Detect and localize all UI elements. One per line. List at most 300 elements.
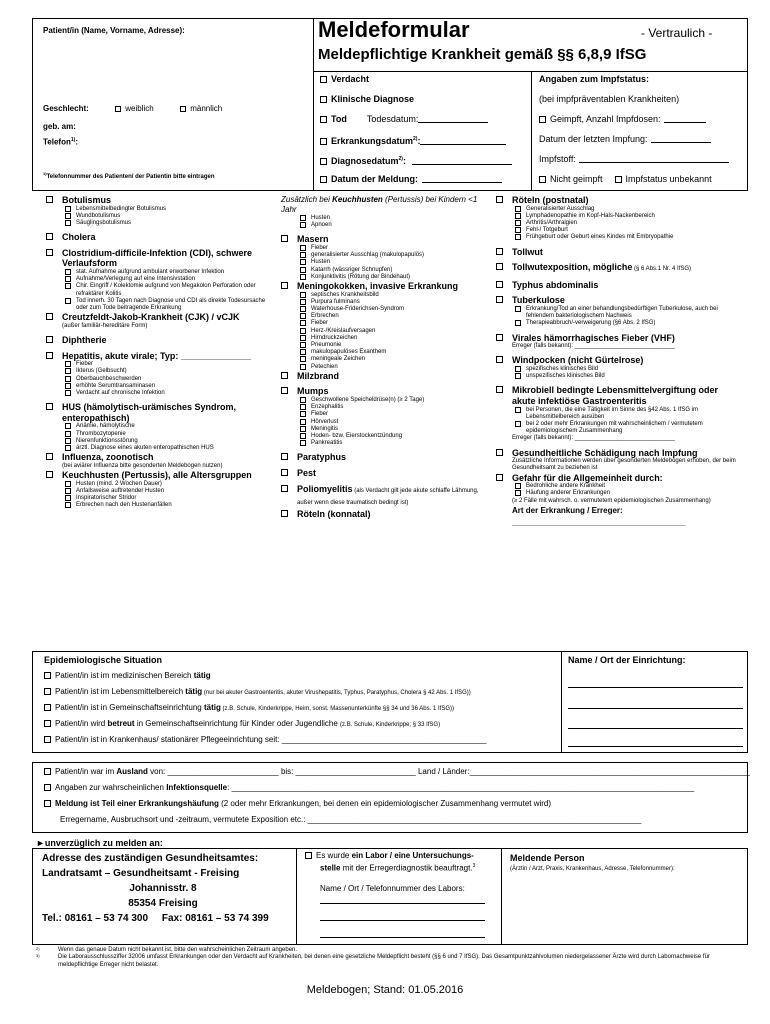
geschlecht-label: Geschlecht: bbox=[43, 104, 89, 113]
symptom-checkbox[interactable] bbox=[65, 376, 71, 382]
disease-column-2 bbox=[281, 195, 491, 519]
infektionsquelle-checkbox[interactable] bbox=[44, 784, 51, 791]
patient-footnote-sup: 1) bbox=[43, 171, 47, 176]
epi-lebensmittel-row bbox=[44, 687, 486, 703]
symptom-checkbox[interactable] bbox=[300, 397, 306, 403]
symptom-item bbox=[46, 206, 276, 213]
disease-label: HUS (hämolytisch-urämisches Syndrom, enteropathisch) bbox=[62, 402, 237, 423]
symptom-label: Waterhouse-Friderichsen-Syndrom bbox=[311, 306, 405, 313]
symptom-checkbox[interactable] bbox=[515, 407, 521, 413]
symptom-label: spezifisches klinisches Bild bbox=[526, 365, 599, 372]
labor-line-2[interactable] bbox=[320, 920, 485, 921]
disease-clostridium-difficile-infektion- bbox=[46, 248, 276, 269]
disease-checkbox[interactable] bbox=[46, 233, 53, 240]
symptom-checkbox[interactable] bbox=[300, 364, 306, 370]
tod-label: Tod bbox=[331, 114, 347, 124]
footnote-2-text: Wenn das genaue Datum nicht bekannt ist, bitte den wahrscheinlichen Zeitraum angeben. bbox=[58, 947, 298, 953]
status-list bbox=[320, 74, 512, 194]
tod-checkbox[interactable] bbox=[320, 116, 327, 123]
symptom-item bbox=[46, 383, 276, 390]
symptom-checkbox[interactable] bbox=[65, 423, 71, 429]
symptom-label: Pankreatitis bbox=[311, 440, 343, 447]
epi-gemeinschaft-text: Patient/in ist in Gemeinschaftseinrichtung bbox=[55, 703, 204, 712]
symptom-checkbox[interactable] bbox=[300, 222, 306, 228]
symptom-checkbox[interactable] bbox=[515, 206, 521, 212]
symptom-label: Häufung anderer Erkrankungen bbox=[526, 490, 611, 497]
symptom-checkbox[interactable] bbox=[65, 283, 71, 289]
epi-title: Epidemiologische Situation bbox=[44, 655, 163, 665]
epi-betreut-note: (z.B. Schule, Kinderkrippe; § 33 IfSG) bbox=[340, 722, 441, 728]
disease-label: Masern bbox=[297, 234, 329, 245]
symptom-checkbox[interactable] bbox=[515, 373, 521, 379]
symptom-label: Fieber bbox=[311, 411, 329, 418]
address-line3: 85354 Freising bbox=[128, 898, 198, 909]
symptom-checkbox[interactable] bbox=[515, 366, 521, 372]
symptom-item bbox=[281, 426, 491, 433]
nicht-geimpft-checkbox[interactable] bbox=[539, 176, 546, 183]
symptom-item bbox=[281, 433, 491, 440]
erregername-text: Erregername, Ausbruchsort und -zeitraum, vermutete Exposition etc.: ___________________________________________________________________________ bbox=[60, 815, 642, 824]
ausland-text: Patient/in war im bbox=[55, 767, 117, 776]
epi-medizin-row bbox=[44, 671, 486, 687]
symptom-item bbox=[46, 502, 276, 509]
symptom-checkbox[interactable] bbox=[300, 245, 306, 251]
symptom-checkbox[interactable] bbox=[65, 445, 71, 451]
disease-column-1 bbox=[46, 195, 276, 509]
symptom-checkbox[interactable] bbox=[300, 292, 306, 298]
epi-medizin-checkbox[interactable] bbox=[44, 672, 51, 679]
tod-row bbox=[320, 114, 512, 134]
symptom-checkbox[interactable] bbox=[65, 220, 71, 226]
symptom-item bbox=[281, 419, 491, 426]
impfdosen-field[interactable] bbox=[664, 122, 706, 123]
symptom-label: Inspiratorischer Stridor bbox=[76, 495, 137, 501]
infektionsquelle-rest: : ________________________________________________________________________________________________________ bbox=[227, 783, 695, 792]
epi-betreut-row bbox=[44, 719, 486, 735]
symptom-label: Husten bbox=[311, 215, 331, 221]
symptom-checkbox[interactable] bbox=[300, 440, 306, 446]
symptom-item bbox=[496, 220, 744, 227]
epi-gemeinschaft-checkbox[interactable] bbox=[44, 704, 51, 711]
symptom-label: generalisierter Ausschlag (makulopapulös) bbox=[311, 252, 425, 259]
verdacht-row bbox=[320, 74, 512, 94]
patient-label: Patient/in (Name, Vorname, Adresse): bbox=[43, 26, 185, 35]
todesdatum-field[interactable] bbox=[418, 122, 488, 123]
disease-checkbox[interactable] bbox=[281, 510, 288, 517]
symptom-checkbox[interactable] bbox=[300, 313, 306, 319]
disease-röteln-postnatal bbox=[496, 195, 744, 206]
impf-section bbox=[539, 74, 729, 194]
symptom-checkbox[interactable] bbox=[300, 306, 306, 312]
symptom-label: Chir. Eingriff / Kolektomie aufgrund von Megakolon Perforation oder refraktärer Kolitis bbox=[76, 283, 256, 297]
symptom-checkbox[interactable] bbox=[65, 298, 71, 304]
symptom-checkbox[interactable] bbox=[300, 349, 306, 355]
erkrankungsdatum-checkbox[interactable] bbox=[320, 138, 327, 145]
geschlecht-row bbox=[43, 104, 222, 114]
disease-note: Erreger (falls bekannt): ______________________________ bbox=[512, 435, 675, 442]
symptom-checkbox[interactable] bbox=[515, 490, 521, 496]
footnote-3-num: 3) bbox=[36, 953, 40, 959]
epi-divider bbox=[561, 651, 562, 753]
epi-rows bbox=[44, 671, 486, 751]
symptom-item bbox=[281, 245, 491, 252]
symptom-item bbox=[46, 213, 276, 220]
disease-checkbox[interactable] bbox=[281, 235, 288, 242]
symptom-checkbox[interactable] bbox=[300, 215, 306, 221]
disease-column-3 bbox=[496, 195, 744, 529]
labor-checkbox[interactable] bbox=[305, 852, 312, 859]
haeufung-rest: (2 oder mehr Erkrankungen, bei denen ein epidemiologischer Zusammenhang vermutet wird) bbox=[218, 799, 552, 808]
symptom-checkbox[interactable] bbox=[65, 276, 71, 282]
disease-checkbox[interactable] bbox=[281, 387, 288, 394]
symptom-item bbox=[281, 267, 491, 274]
disease-tollwut bbox=[496, 247, 744, 258]
symptom-checkbox[interactable] bbox=[65, 213, 71, 219]
symptom-item bbox=[281, 299, 491, 306]
disease-checkbox[interactable] bbox=[496, 263, 503, 270]
symptom-checkbox[interactable] bbox=[65, 495, 71, 501]
symptom-label: Säuglingsbotulismus bbox=[76, 220, 132, 226]
symptom-item bbox=[496, 483, 744, 490]
einrichtung-line-4[interactable] bbox=[568, 746, 743, 747]
meldung-checkbox[interactable] bbox=[320, 176, 327, 183]
disease-checkbox[interactable] bbox=[46, 453, 53, 460]
disease-note: (als Verdacht gilt jede akute schlaffe Lähmung, außer wenn diese traumatisch bedingt ist) bbox=[297, 487, 479, 507]
telefon-sup: 1) bbox=[70, 137, 76, 143]
disease-röteln-konnatal bbox=[281, 509, 491, 520]
symptom-item bbox=[46, 298, 276, 312]
symptom-item bbox=[281, 274, 491, 281]
labor-text1: Es wurde bbox=[316, 851, 352, 860]
infektionsquelle-bold: Infektionsquelle bbox=[166, 783, 228, 792]
infektionsquelle-text: Angaben zur wahrscheinlichen bbox=[55, 783, 167, 792]
diagnosedatum-checkbox[interactable] bbox=[320, 158, 327, 165]
symptom-checkbox[interactable] bbox=[300, 267, 306, 273]
meldung-field[interactable] bbox=[422, 182, 502, 183]
disease-note: (≥ 2 Fälle mit wahrsch. o. vermutetem epidemiologischen Zusammenhang) bbox=[512, 497, 711, 504]
melder-subtitle: (Ärztin / Arzt, Praxis, Krankenhaus, Adresse, Telefonnummer): bbox=[510, 866, 675, 872]
symptom-checkbox[interactable] bbox=[65, 269, 71, 275]
symptom-label: Anämie, hämolytische bbox=[76, 423, 135, 430]
ausland-checkbox[interactable] bbox=[44, 768, 51, 775]
symptom-checkbox[interactable] bbox=[65, 438, 71, 444]
disease-checkbox[interactable] bbox=[496, 196, 503, 203]
symptom-label: ärztl. Diagnose eines akuten enteropathischen HUS bbox=[76, 445, 214, 451]
symptom-checkbox[interactable] bbox=[65, 488, 71, 494]
symptom-checkbox[interactable] bbox=[300, 411, 306, 417]
symptom-label: stat. Aufnahme aufgrund ambulant erworbener Infektion bbox=[76, 268, 225, 275]
symptom-label: Aufnahme/Verlegung auf eine Intensivstation bbox=[76, 276, 196, 283]
disease-checkbox[interactable] bbox=[281, 469, 288, 476]
symptom-checkbox[interactable] bbox=[515, 320, 521, 326]
symptom-checkbox[interactable] bbox=[515, 213, 521, 219]
todesdatum-label: Todesdatum: bbox=[366, 114, 419, 124]
symptom-checkbox[interactable] bbox=[65, 431, 71, 437]
infektionsquelle-row bbox=[44, 783, 750, 799]
disease-cholera bbox=[46, 232, 276, 243]
disease-checkbox[interactable] bbox=[496, 356, 503, 363]
disease-note: (außer familiär-hereditäre Form) bbox=[62, 322, 148, 329]
labor-bold2: stelle bbox=[320, 863, 341, 873]
verdacht-label: Verdacht bbox=[331, 74, 370, 84]
disease-label: Poliomyelitis bbox=[297, 483, 353, 494]
klinisch-checkbox[interactable] bbox=[320, 96, 327, 103]
disease-checkbox[interactable] bbox=[46, 196, 53, 203]
symptom-checkbox[interactable] bbox=[65, 481, 71, 487]
symptom-checkbox[interactable] bbox=[300, 356, 306, 362]
symptom-checkbox[interactable] bbox=[515, 421, 521, 427]
erkrankungsdatum-field[interactable] bbox=[420, 144, 506, 145]
symptom-label: Verdacht auf chronische Infektion bbox=[76, 390, 165, 396]
geimpft-label: Geimpft, Anzahl Impfdosen: bbox=[550, 114, 661, 124]
haeufung-checkbox[interactable] bbox=[44, 800, 51, 807]
meldung-label: Datum der Meldung: bbox=[331, 174, 418, 184]
telefon-label: Telefon bbox=[43, 137, 71, 147]
disease-checkbox[interactable] bbox=[281, 453, 288, 460]
footnote-2-num: 2) bbox=[36, 946, 40, 951]
symptom-checkbox[interactable] bbox=[300, 274, 306, 280]
symptom-item bbox=[281, 411, 491, 418]
impfstatus-unbekannt-checkbox[interactable] bbox=[615, 176, 622, 183]
labor-line-1[interactable] bbox=[320, 903, 485, 904]
epi-krankenhaus-checkbox[interactable] bbox=[44, 736, 51, 743]
intro-bold: Keuchhusten bbox=[332, 195, 383, 204]
impfstoff-row bbox=[539, 154, 729, 174]
impfdatum-field[interactable] bbox=[651, 142, 711, 143]
symptom-checkbox[interactable] bbox=[300, 320, 306, 326]
disease-checkbox[interactable] bbox=[496, 449, 503, 456]
status-impf-divider bbox=[531, 71, 532, 191]
disease-label: Paratyphus bbox=[297, 452, 347, 463]
symptom-label: Oberbauchbeschwerden bbox=[76, 375, 142, 382]
symptom-label: Arthritis/Arthralgien bbox=[526, 220, 578, 226]
epi-betreut-checkbox[interactable] bbox=[44, 720, 51, 727]
disease-checkbox[interactable] bbox=[46, 336, 53, 343]
disease-checkbox[interactable] bbox=[46, 249, 53, 256]
melder-title: Meldende Person bbox=[510, 853, 585, 863]
symptom-checkbox[interactable] bbox=[300, 342, 306, 348]
symptom-item bbox=[281, 349, 491, 356]
symptom-item bbox=[496, 206, 744, 213]
symptom-label: Katarrh (wässriger Schnupfen) bbox=[311, 266, 393, 273]
disease-label: Meningokokken, invasive Erkrankung bbox=[297, 281, 459, 292]
symptom-checkbox[interactable] bbox=[515, 306, 521, 312]
symptom-label: Hirndruckzeichen bbox=[311, 334, 358, 341]
symptom-item bbox=[46, 445, 276, 452]
symptom-checkbox[interactable] bbox=[300, 419, 306, 425]
disease-checkbox[interactable] bbox=[496, 386, 503, 393]
symptom-item bbox=[281, 215, 491, 222]
address-line1: Landratsamt – Gesundheitsamt - Freising bbox=[42, 868, 240, 879]
impf-title: Angaben zum Impfstatus: bbox=[539, 74, 650, 84]
symptom-label: Hoden- bzw. Eierstockentzündung bbox=[311, 433, 403, 440]
disease-label: Creutzfeldt-Jakob-Krankheit (CJK) / vCJK bbox=[62, 312, 240, 323]
disease-keuchhusten-pertussis-alle-alter bbox=[46, 470, 276, 481]
send-divider-2 bbox=[501, 848, 502, 945]
footnote-3-text: Die Laborausschlussziffer 32006 umfasst Erkrankungen oder den Verdacht auf Krankheiten, bei denen eine gesetzliche Meldepflicht besteht (§§ 6 und 7 IfSG). Das Gesamtpunktzahlvolumen niedergelassener Ärzte wird durch Labornachweise für meldepflichtige Erreger nicht belastet. bbox=[58, 954, 710, 968]
disease-typhus-abdominalis bbox=[496, 280, 744, 291]
disease-checkbox[interactable] bbox=[496, 296, 503, 303]
patient-footnote-text: Telefonnummer des Patienten/ der Patientin bitte eintragen bbox=[46, 174, 215, 180]
meldung-row bbox=[320, 174, 512, 194]
maennlich-label: männlich bbox=[190, 104, 223, 113]
symptom-checkbox[interactable] bbox=[515, 227, 521, 233]
symptom-checkbox[interactable] bbox=[300, 299, 306, 305]
send-divider-1 bbox=[296, 848, 297, 945]
symptom-checkbox[interactable] bbox=[65, 361, 71, 367]
keuchhusten-intro bbox=[281, 195, 491, 215]
disease-label: Windpocken (nicht Gürtelrose) bbox=[512, 355, 644, 366]
symptom-item bbox=[281, 335, 491, 342]
symptom-label: Therapieabbruch/-verweigerung (§6 Abs. 2 IfSG) bbox=[526, 320, 656, 327]
symptom-checkbox[interactable] bbox=[300, 404, 306, 410]
symptom-label: Bedrohliche andere Krankheit bbox=[526, 483, 606, 490]
symptom-checkbox[interactable] bbox=[300, 259, 306, 265]
symptom-label: Tod innerh. 30 Tagen nach Diagnose und CDI als direkte Todesursache oder zum Tode beitragende Erkrankung bbox=[76, 297, 266, 311]
weiblich-checkbox[interactable] bbox=[115, 106, 121, 112]
disease-checkbox[interactable] bbox=[496, 474, 503, 481]
haeufung-row bbox=[44, 799, 750, 815]
disease-checkbox[interactable] bbox=[46, 352, 53, 359]
disease-milzbrand bbox=[281, 371, 491, 382]
symptom-checkbox[interactable] bbox=[300, 335, 306, 341]
disease-virales-hämorrhagisches-fieber-v bbox=[496, 333, 744, 344]
symptom-checkbox[interactable] bbox=[300, 433, 306, 439]
symptom-checkbox[interactable] bbox=[300, 328, 306, 334]
symptom-label: septisches Krankheitsbild bbox=[311, 291, 379, 298]
symptom-label: makulopapulöses Exanthem bbox=[311, 349, 387, 356]
symptom-label: Husten bbox=[311, 259, 331, 266]
labor-sup: 3 bbox=[472, 863, 476, 869]
epi-krankenhaus-row bbox=[44, 735, 486, 751]
symptom-label: Frühgeburt oder Geburt eines Kindes mit Embryopathie bbox=[526, 234, 674, 241]
art-der-erkrankung: Art der Erkrankung / Erreger: bbox=[512, 505, 623, 515]
symptom-label: Apnoen bbox=[311, 222, 332, 229]
disease-masern bbox=[281, 234, 491, 245]
symptom-checkbox[interactable] bbox=[65, 383, 71, 389]
disease-checkbox[interactable] bbox=[281, 282, 288, 289]
symptom-label: erhöhte Serumtransaminasen bbox=[76, 382, 156, 389]
geimpft-checkbox[interactable] bbox=[539, 116, 546, 123]
disease-label: Virales hämorrhagisches Fieber (VHF) bbox=[512, 332, 675, 343]
confidential-label: - Vertraulich - bbox=[641, 26, 713, 40]
erregername-row bbox=[44, 815, 750, 831]
disease-checkbox[interactable] bbox=[496, 248, 503, 255]
disease-label: Mumps bbox=[297, 386, 329, 397]
symptom-checkbox[interactable] bbox=[300, 426, 306, 432]
telefon-suffix: : bbox=[75, 137, 78, 147]
intro-text: Zusätzlich bei bbox=[281, 195, 333, 204]
disease-mumps bbox=[281, 386, 491, 397]
symptom-checkbox[interactable] bbox=[515, 220, 521, 226]
disease-influenza-zoonotisch bbox=[46, 452, 276, 463]
symptom-item bbox=[46, 481, 276, 488]
symptom-label: unspezifisches klinisches Bild bbox=[526, 373, 605, 380]
symptom-label: Erbrechen bbox=[311, 313, 339, 320]
disease-label: Gesundheitliche Schädigung nach Impfung bbox=[512, 447, 698, 458]
disease-tollwutexposition-mögliche bbox=[496, 262, 744, 275]
symptom-label: Meningitis bbox=[311, 425, 339, 432]
disease-label: Tuberkulose bbox=[512, 295, 565, 306]
disease-label: Diphtherie bbox=[62, 335, 107, 345]
impfstoff-field[interactable] bbox=[579, 162, 729, 163]
epi-betreut-text: Patient/in wird bbox=[55, 719, 108, 728]
send-title: ►unverzüglich zu melden an: bbox=[36, 838, 163, 848]
symptom-item bbox=[46, 488, 276, 495]
nicht-geimpft-label: Nicht geimpft bbox=[550, 174, 603, 184]
symptom-label: Fieber bbox=[76, 361, 94, 368]
disease-tuberkulose bbox=[496, 295, 744, 306]
symptom-checkbox[interactable] bbox=[300, 252, 306, 258]
address-line4: Tel.: 08161 – 53 74 300 Fax: 08161 – 53 74 399 bbox=[42, 913, 269, 924]
disease-windpocken-nicht-gürtelrose bbox=[496, 355, 744, 366]
symptom-item bbox=[46, 220, 276, 227]
symptom-label: Pneumonie bbox=[311, 342, 342, 349]
symptom-item bbox=[281, 328, 491, 335]
disease-label: Milzbrand bbox=[297, 370, 339, 381]
symptom-label: Generalisierter Ausschlag bbox=[526, 205, 595, 212]
disease-checkbox[interactable] bbox=[496, 334, 503, 341]
disease-note: (bei aviärer Influenza bitte gesonderten Meldebogen nutzen) bbox=[62, 462, 223, 469]
maennlich-checkbox[interactable] bbox=[180, 106, 186, 112]
disease-checkbox[interactable] bbox=[281, 372, 288, 379]
symptom-item bbox=[281, 342, 491, 349]
disease-creutzfeldt-jakob-krankheit-cjk- bbox=[46, 312, 276, 323]
symptom-checkbox[interactable] bbox=[65, 390, 71, 396]
symptom-label: Purpura fulminans bbox=[311, 298, 360, 305]
erkrankungsdatum-label: Erkrankungsdatum bbox=[331, 136, 414, 146]
address-title: Adresse des zuständigen Gesundheitsamtes: bbox=[42, 853, 259, 864]
symptom-label: Erkrankung/Tod an einer behandlungsbedürftigen Tuberkulose, auch bei fehlendem bakteriologischem Nachweis bbox=[526, 305, 718, 320]
symptom-item bbox=[496, 490, 744, 497]
epi-krankenhaus-text: Patient/in ist in Krankenhaus/ stationärer Pflegeeinrichtung seit: ______________________________________________ bbox=[55, 735, 487, 744]
ausland-row bbox=[44, 767, 750, 783]
verdacht-checkbox[interactable] bbox=[320, 76, 327, 83]
disease-checkbox[interactable] bbox=[496, 281, 503, 288]
disease-checkbox[interactable] bbox=[46, 471, 53, 478]
disease-checkbox[interactable] bbox=[46, 313, 53, 320]
symptom-checkbox[interactable] bbox=[65, 368, 71, 374]
epi-lebensmittel-checkbox[interactable] bbox=[44, 688, 51, 695]
symptom-checkbox[interactable] bbox=[65, 206, 71, 212]
disease-hepatitis-akute-virale-typ bbox=[46, 351, 276, 362]
disease-label: Keuchhusten (Pertussis), alle Altersgruppen bbox=[62, 470, 252, 480]
epi-lebensmittel-bold: tätig bbox=[185, 687, 203, 696]
einrichtung-line-1[interactable] bbox=[568, 687, 743, 688]
symptom-checkbox[interactable] bbox=[65, 502, 71, 508]
einrichtung-line-3[interactable] bbox=[568, 728, 743, 729]
symptom-item bbox=[46, 283, 276, 297]
einrichtung-line-2[interactable] bbox=[568, 708, 743, 709]
symptom-label: Geschwollene Speicheldrüse(n) (≥ 2 Tage) bbox=[311, 397, 425, 404]
symptom-label: Lebensmittelbedingter Botulismus bbox=[76, 205, 167, 212]
header-divider bbox=[313, 18, 314, 191]
symptom-label: Fieber bbox=[311, 320, 329, 327]
symptom-item bbox=[281, 356, 491, 363]
erkrankungsdatum-row: Erkrankungsdatum$^{2)}$: bbox=[320, 134, 512, 154]
labor-line-3[interactable] bbox=[320, 937, 485, 938]
diagnosedatum-field[interactable] bbox=[412, 164, 512, 165]
disease-botulismus bbox=[46, 195, 276, 206]
symptom-checkbox[interactable] bbox=[515, 483, 521, 489]
disease-gesundheitliche-schädigung-nach- bbox=[496, 448, 744, 459]
symptom-checkbox[interactable] bbox=[515, 234, 521, 240]
symptom-item bbox=[496, 320, 744, 327]
disease-checkbox[interactable] bbox=[281, 485, 288, 492]
symptom-item bbox=[281, 292, 491, 299]
symptom-item bbox=[46, 390, 276, 397]
disease-checkbox[interactable] bbox=[46, 403, 53, 410]
